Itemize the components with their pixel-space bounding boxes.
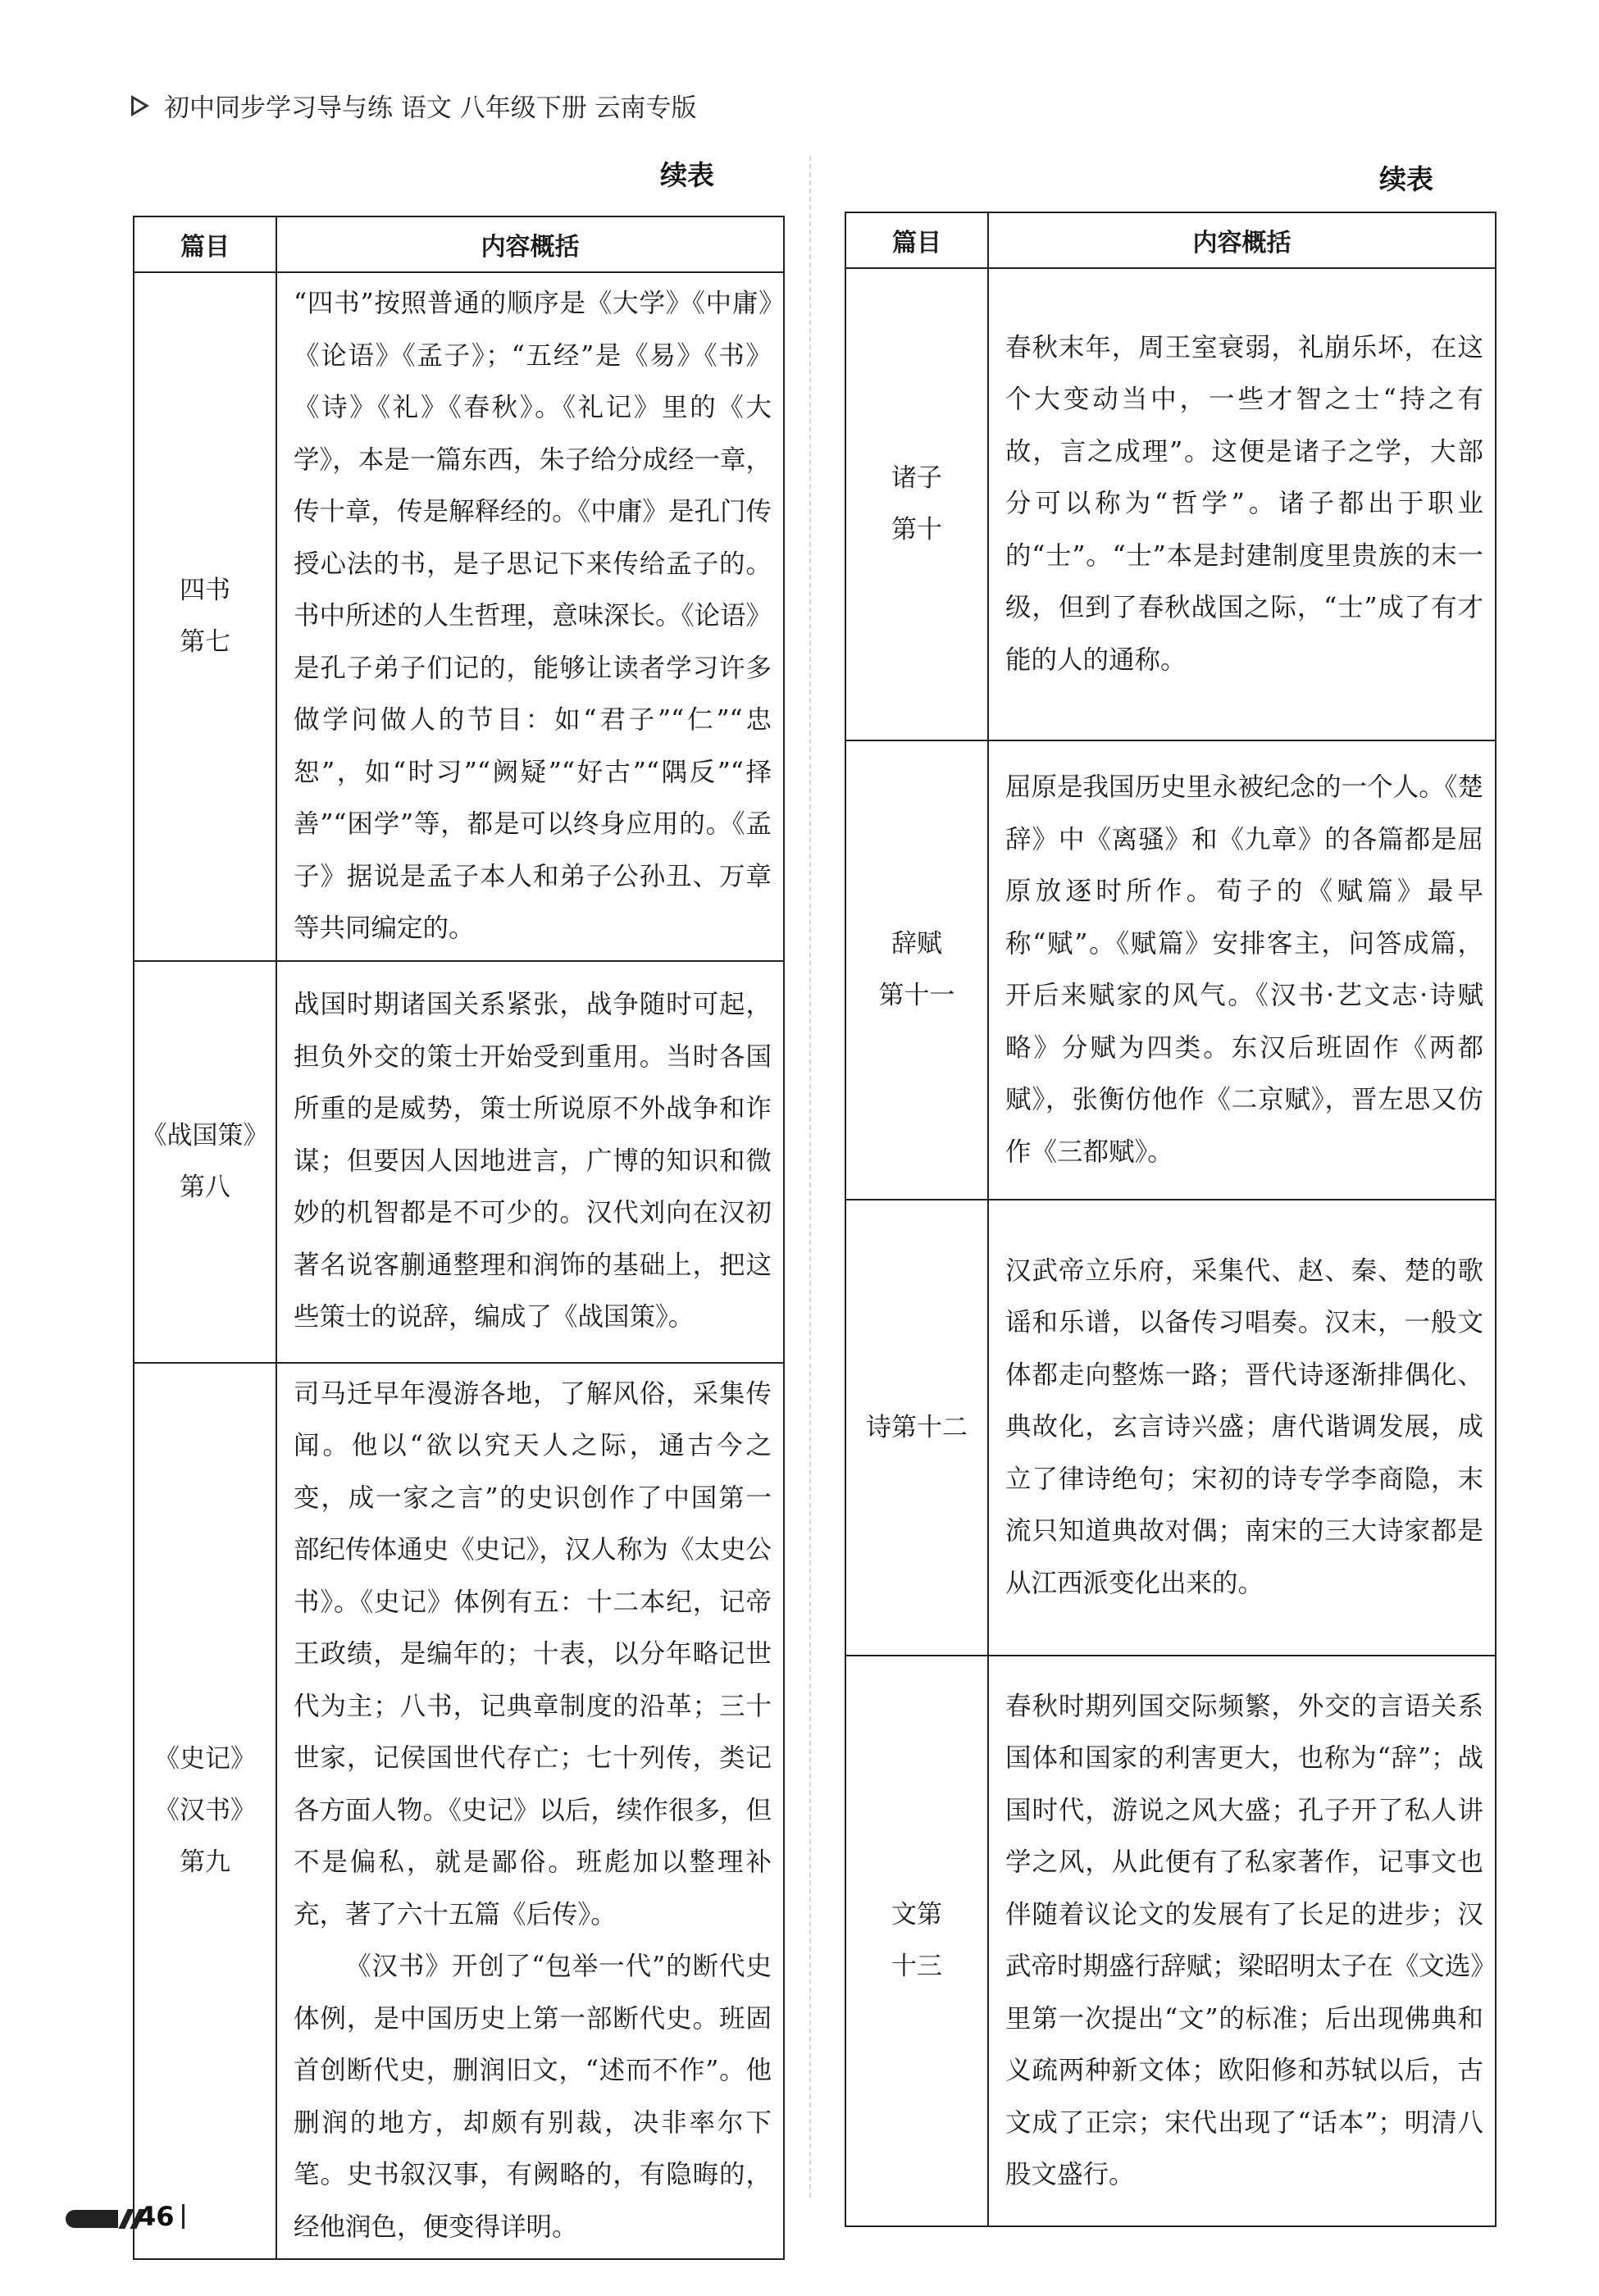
row-content: “四书”按照普通的顺序是《大学》《中庸》《论语》《孟子》；“五经”是《易》《书》《诗》《礼》《春秋》。《礼记》里的《大学》，本是一篇东西，朱子给分成经一章，传十章，传是解释经的。《中庸》是孔门传授心法的书，是子思记下来传给孟子的。书中所述的人生哲理，意味深长。《论语》是孔子弟子们记的，能够让读者学习许多做学问做人的节目：如“君子”“仁”“忠恕”，如“时习”“阙疑”“好古”“隅反”“择善”“困学”等，都是可以终身应用的。《孟子》据说是孟子本人和弟子公孙丑、万章等共同编定的。 (276, 272, 784, 961)
row-title: 诸子 第十 (845, 268, 988, 740)
play-triangle-icon (131, 95, 149, 116)
running-header (131, 87, 697, 124)
right-continued-label: 续表 (1379, 163, 1433, 195)
row-title: 四书 第七 (134, 272, 276, 961)
row-title: 诗第十二 (845, 1200, 988, 1656)
row-title: 辞赋 第十一 (845, 740, 988, 1200)
row-content: 司马迁早年漫游各地，了解风俗，采集传闻。他以“欲以究天人之际，通古今之变，成一家之言”的史识创作了中国第一部纪传体通史《史记》，汉人称为《太史公书》。《史记》体例有五：十二本纪，记帝王政绩，是编年的；十表，以分年略记世代为主；八书，记典章制度的沿革；三十世家，记侯国世代存亡；七十列传，类记各方面人物。《史记》以后，续作很多，但不是偏私，就是鄙俗。班彪加以整理补充，著了六十五篇《后传》。 《汉书》开创了“包举一代”的断代史体例，是中国历史上第一部断代史。班固首创断代史，删润旧文，“述而不作”。他删润的地方，却颇有别裁，决非率尔下笔。史书叙汉事，有阙略的，有隐晦的，经他润色，便变得详明。 (276, 1363, 784, 2260)
row-content: 春秋末年，周王室衰弱，礼崩乐坏，在这个大变动当中，一些才智之士“持之有故，言之成理”。这便是诸子之学，大部分可以称为“哲学”。诸子都出于职业的“士”。“士”本是封建制度里贵族的末一级，但到了春秋战国之际，“士”成了有才能的人的通称。 (988, 268, 1496, 740)
left-summary-table (133, 216, 785, 2260)
page-number: 46 (138, 2201, 175, 2232)
table-row (845, 1656, 1496, 2226)
row-content: 春秋时期列国交际频繁，外交的言语关系国体和国家的利害更大，也称为“辞”；战国时代，游说之风大盛；孔子开了私人讲学之风，从此便有了私家著作，记事文也伴随着议论文的发展有了长足的进步；汉武帝时期盛行辞赋；梁昭明太子在《文选》里第一次提出“文”的标准；后出现佛典和义疏两种新文体；欧阳修和苏轼以后，古文成了正宗；宋代出现了“话本”；明清八股文盛行。 (988, 1656, 1496, 2226)
table-header-row (845, 212, 1496, 268)
row-title: 《战国策》 第八 (134, 961, 276, 1363)
left-continued-label: 续表 (660, 159, 714, 191)
header-content-cell: 内容概括 (988, 212, 1496, 268)
table-row (134, 1363, 784, 2260)
table-row (134, 961, 784, 1363)
row-title: 《史记》 《汉书》 第九 (134, 1363, 276, 2260)
row-content: 战国时期诸国关系紧张，战争随时可起，担负外交的策士开始受到重用。当时各国所重的是威势，策士所说原不外战争和诈谋；但要因人因地进言，广博的知识和微妙的机智都是不可少的。汉代刘向在汉初著名说客蒯通整理和润饰的基础上，把这些策士的说辞，编成了《战国策》。 (276, 961, 784, 1363)
table-row (845, 740, 1496, 1200)
header-content-cell: 内容概括 (276, 216, 784, 272)
header-title-cell: 篇目 (134, 216, 276, 272)
header-text: 初中同步学习导与练 语文 八年级下册 云南专版 (164, 93, 697, 123)
table-header-row (134, 216, 784, 272)
table-row (845, 268, 1496, 740)
header-title-cell: 篇目 (845, 212, 988, 268)
row-title: 文第 十三 (845, 1656, 988, 2226)
table-row (845, 1200, 1496, 1656)
page-corner-mark-icon (66, 2209, 141, 2229)
table-row (134, 272, 784, 961)
row-content: 屈原是我国历史里永被纪念的一个人。《楚辞》中《离骚》和《九章》的各篇都是屈原放逐时所作。荀子的《赋篇》最早称“赋”。《赋篇》安排客主，问答成篇，开后来赋家的风气。《汉书·艺文志·诗赋略》分赋为四类。东汉后班固作《两都赋》，张衡仿他作《二京赋》，晋左思又仿作《三都赋》。 (988, 740, 1496, 1200)
column-divider (809, 156, 811, 2198)
row-content: 汉武帝立乐府，采集代、赵、秦、楚的歌谣和乐谱，以备传习唱奏。汉末，一般文体都走向整炼一路；晋代诗逐渐排偶化、典故化，玄言诗兴盛；唐代谐调发展，成立了律诗绝句；宋初的诗专学李商隐，末流只知道典故对偶；南宋的三大诗家都是从江西派变化出来的。 (988, 1200, 1496, 1656)
page-number-bar (182, 2204, 184, 2229)
right-summary-table (845, 212, 1496, 2227)
